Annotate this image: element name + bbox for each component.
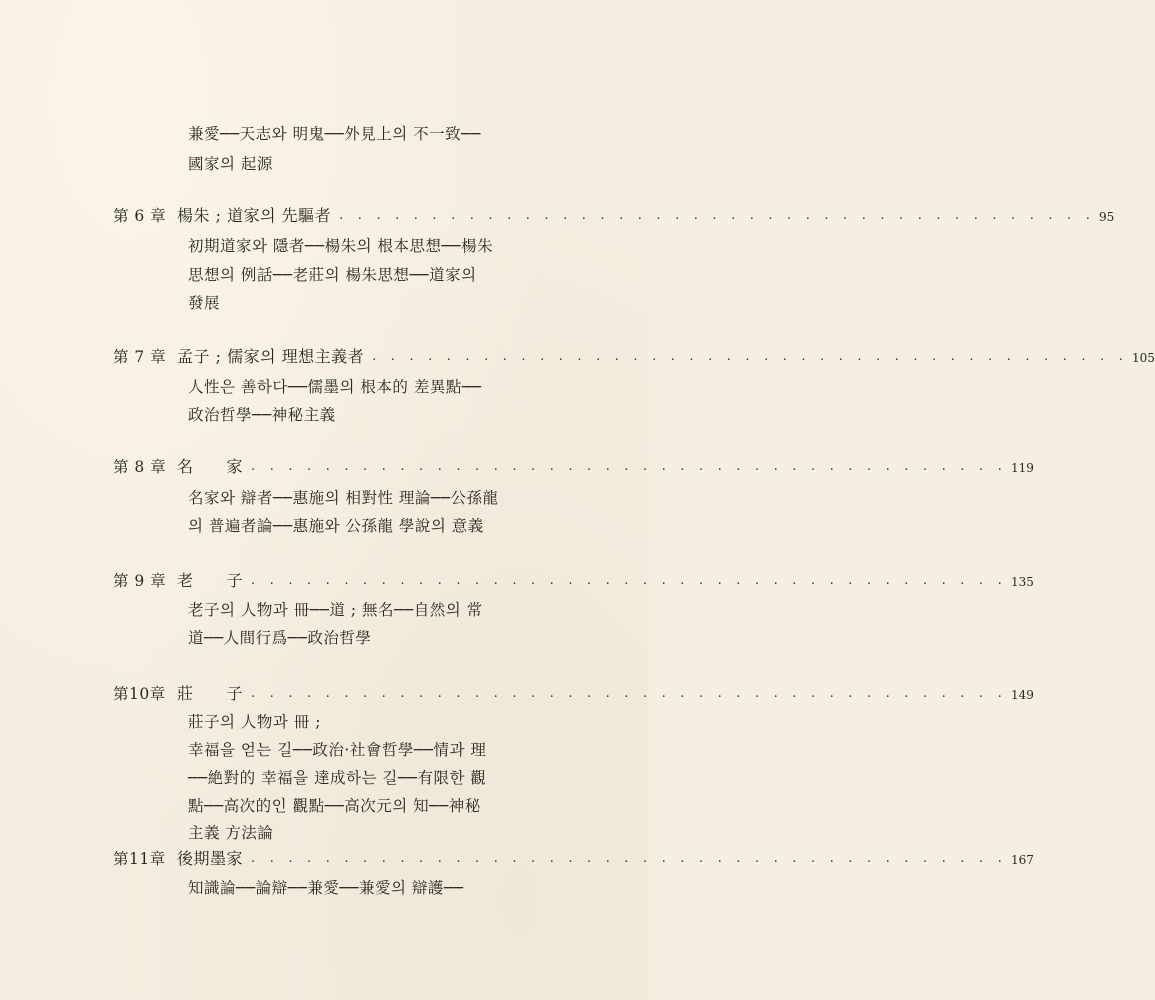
chapter-summary-line: ──絶對的 幸福을 達成하는 길──有限한 觀 <box>188 769 487 787</box>
page-number: 119 <box>1010 461 1034 475</box>
dot-leader: . . . . . . . . . . . . . . . . . . . . . . . . . . . . . . . . . . . . . . . . . <box>251 851 1007 866</box>
chapter-title: 孟子 ; 儒家의 理想主義者 <box>177 347 365 366</box>
dot-leader: . . . . . . . . . . . . . . . . . . . . . . . . . . . . . . . . . . . . . . . . . <box>251 573 1007 588</box>
chapter-summary-line: 點──高次的인 觀點──高次元의 知──神秘 <box>188 797 481 815</box>
dot-leader: . . . . . . . . . . . . . . . . . . . . . . . . . . . . . . . . . . . . . . . . . <box>372 349 1129 364</box>
chapter-summary-line: 發展 <box>188 294 221 312</box>
page-number: 135 <box>1010 575 1034 589</box>
chapter-title: 後期墨家 <box>177 849 244 868</box>
chapter-summary-line: 幸福을 얻는 길──政治·社會哲學──情과 理 <box>188 741 487 759</box>
chapter-summary-line: 老子의 人物과 冊──道 ; 無名──自然의 常 <box>188 601 483 619</box>
chapter-summary-line: 政治哲學──神秘主義 <box>188 406 336 424</box>
chapter-heading <box>113 684 1034 706</box>
chapter-number: 第11章 <box>113 850 166 868</box>
chapter-number: 第 7 章 <box>113 348 167 366</box>
chapter-summary-line: 主義 方法論 <box>188 824 274 842</box>
chapter-number: 第10章 <box>113 685 166 703</box>
chapter-heading <box>113 206 1115 228</box>
toc-entry-line: 國家의 起源 <box>188 155 273 173</box>
chapter-heading <box>113 849 1034 871</box>
chapter-number: 第 6 章 <box>113 207 167 225</box>
chapter-summary-line: 知識論──論辯──兼愛──兼愛의 辯護── <box>188 879 464 897</box>
chapter-number: 第 8 章 <box>113 458 167 476</box>
chapter-title: 楊朱 ; 道家의 先驅者 <box>177 206 332 225</box>
chapter-summary-line: 人性은 善하다──儒墨의 根本的 差異點── <box>188 378 482 396</box>
page-number: 167 <box>1010 853 1034 867</box>
chapter-summary-line: 莊子의 人物과 冊 ; <box>188 713 321 731</box>
chapter-title: 老 子 <box>177 571 244 590</box>
chapter-summary-line: 道──人間行爲──政治哲學 <box>188 629 372 647</box>
dot-leader: . . . . . . . . . . . . . . . . . . . . . . . . . . . . . . . . . . . . . . . . . <box>251 459 1007 474</box>
chapter-number: 第 9 章 <box>113 572 167 590</box>
dot-leader: . . . . . . . . . . . . . . . . . . . . . . . . . . . . . . . . . . . . . . . . . <box>251 686 1007 701</box>
dot-leader: . . . . . . . . . . . . . . . . . . . . . . . . . . . . . . . . . . . . . . . . . <box>339 208 1096 223</box>
toc-entry-line: 兼愛──天志와 明鬼──外見上의 不一致── <box>188 125 481 143</box>
chapter-heading <box>113 571 1034 593</box>
chapter-heading <box>113 457 1034 479</box>
chapter-title: 名 家 <box>177 457 244 476</box>
page-number: 149 <box>1010 688 1034 702</box>
page-number: 105 <box>1132 351 1155 365</box>
chapter-summary-line: 의 普遍者論──惠施와 公孫龍 學說의 意義 <box>188 517 484 535</box>
chapter-title: 莊 子 <box>177 684 244 703</box>
chapter-summary-line: 思想의 例話──老莊의 楊朱思想──道家의 <box>188 266 477 284</box>
chapter-summary-line: 初期道家와 隱者──楊朱의 根本思想──楊朱 <box>188 237 494 255</box>
chapter-heading <box>113 347 1155 369</box>
page-number: 95 <box>1099 210 1115 224</box>
chapter-summary-line: 名家와 辯者──惠施의 相對性 理論──公孫龍 <box>188 489 499 507</box>
